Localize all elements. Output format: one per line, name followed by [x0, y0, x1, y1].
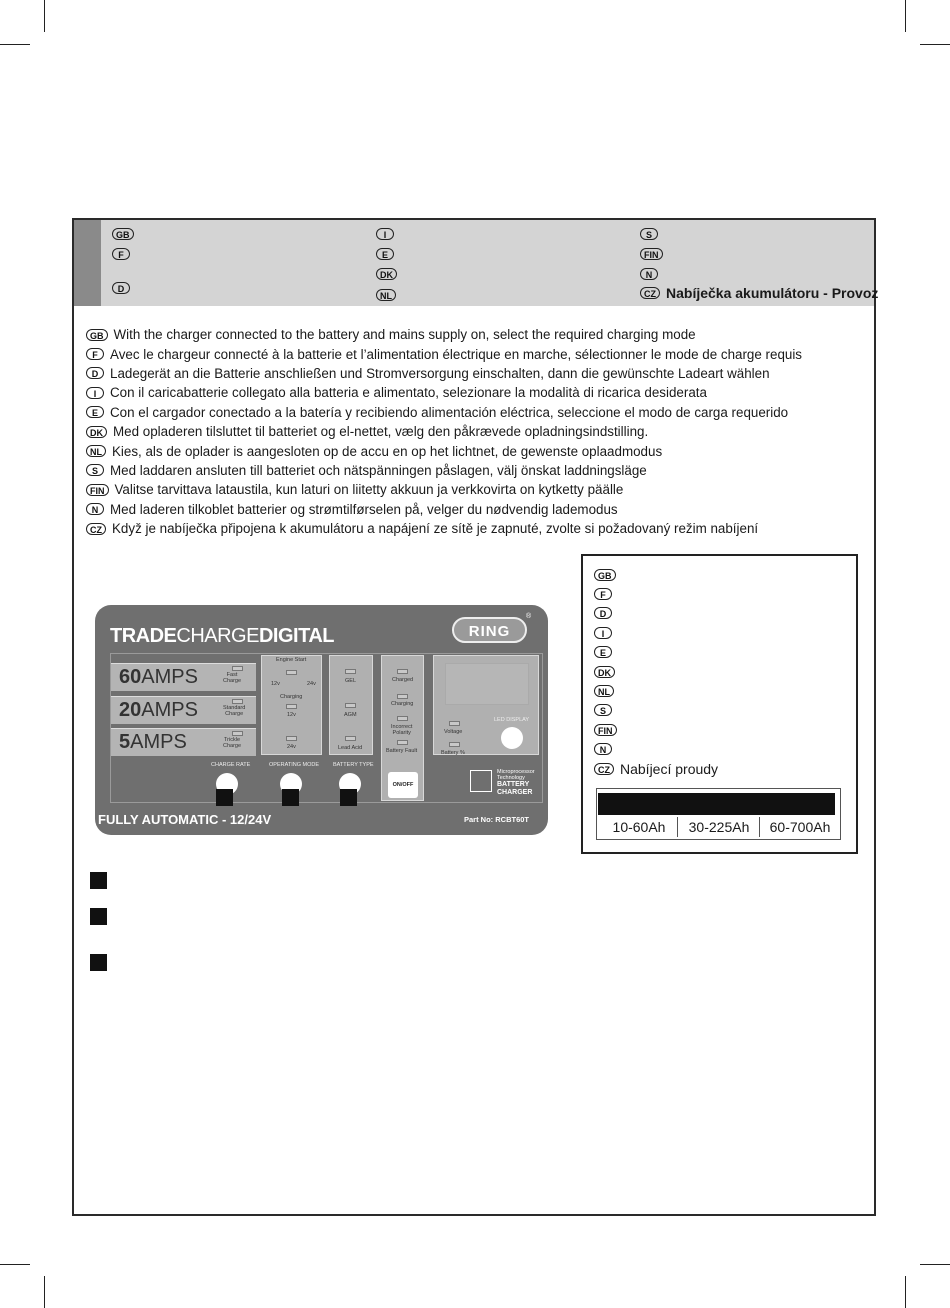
- lang-row: N: [594, 740, 718, 759]
- cz-currents-label: Nabíjecí proudy: [620, 760, 719, 777]
- callout-square: [216, 789, 233, 806]
- operating-mode-label: OPERATING MODE: [269, 762, 320, 768]
- rate-5: 5AMPS Trickle Charge: [111, 728, 256, 756]
- lang-row: GB: [594, 565, 718, 584]
- table-divider: [677, 817, 678, 837]
- led: [286, 704, 297, 709]
- header-code: N: [640, 265, 658, 281]
- instruction-line: FIN Valitse tarvittava lataustila, kun laturi on liitetty akkuun ja verkkovirta on kytketty päälle: [86, 480, 802, 499]
- table-cell: 10-60Ah: [612, 819, 666, 835]
- legend-square: [90, 872, 107, 889]
- crop-mark: [0, 44, 30, 45]
- led: [397, 740, 408, 745]
- lang-row: S: [594, 701, 718, 720]
- header-code: GB: [112, 225, 134, 241]
- instruction-line: NL Kies, als de oplader is aangesloten op de accu en op het lichtnet, de gewenste oplaadmodus: [86, 441, 802, 460]
- lang-row: CZ Nabíjecí proudy: [594, 759, 718, 778]
- led: [345, 736, 356, 741]
- charging-status-label: Charging: [391, 701, 414, 707]
- instruction-list: [86, 325, 802, 538]
- led: [232, 666, 243, 671]
- led: [232, 699, 243, 704]
- header-code: S: [640, 225, 658, 241]
- led: [345, 669, 356, 674]
- header-code: D: [112, 279, 130, 295]
- lang-row: DK: [594, 662, 718, 681]
- crop-mark: [0, 1264, 30, 1265]
- cz-title: Nabíječka akumulátoru - Provoz: [666, 285, 879, 301]
- charge-rate-label: CHARGE RATE: [211, 762, 251, 768]
- led: [232, 731, 243, 736]
- v12-label: 12v: [287, 712, 296, 718]
- lang-row: E: [594, 643, 718, 662]
- legend-square: [90, 908, 107, 925]
- crop-mark: [920, 44, 950, 45]
- lang-row: D: [594, 604, 718, 623]
- rate-60: 60AMPS Fast Charge: [111, 663, 256, 691]
- table-header-bar: [598, 793, 835, 815]
- callout-square: [282, 789, 299, 806]
- lang-row: F: [594, 584, 718, 603]
- brand-title: TRADECHARGEDIGITAL: [110, 625, 334, 647]
- charger-front-panel: [95, 605, 548, 835]
- header-code: I: [376, 225, 394, 241]
- led: [397, 716, 408, 721]
- crop-mark: [905, 0, 906, 32]
- instruction-line: I Con il caricabatterie collegato alla batteria e alimentato, selezionare la modalità di ricarica desiderata: [86, 383, 802, 402]
- lcd-display: [445, 663, 529, 705]
- microprocessor-text: Microprocessor Technology BATTERY CHARGER: [497, 769, 535, 796]
- v12-label: 12v: [271, 681, 280, 687]
- lang-row: FIN: [594, 720, 718, 739]
- led: [345, 703, 356, 708]
- on-off-button[interactable]: ON/OFF: [388, 772, 418, 798]
- led: [397, 694, 408, 699]
- battery-percent-label: Battery %: [441, 750, 465, 756]
- rate-20: 20AMPS Standard Charge: [111, 696, 256, 724]
- header-side-strip: [74, 220, 101, 306]
- lang-row: I: [594, 623, 718, 642]
- voltage-label: Voltage: [444, 729, 463, 735]
- instruction-line: S Med laddaren ansluten till batteriet och nätspänningen påslagen, välj önskat laddningsläge: [86, 461, 802, 480]
- header-code: E: [376, 245, 394, 261]
- charged-label: Charged: [392, 677, 414, 683]
- callout-square: [340, 789, 357, 806]
- crop-mark: [920, 1264, 950, 1265]
- lead-acid-label: Lead Acid: [338, 745, 363, 751]
- instruction-line: N Med laderen tilkoblet batterier og strømtilførselen på, velger du nødvendig lademodus: [86, 500, 802, 519]
- table-divider: [759, 817, 760, 837]
- header-code: NL: [376, 286, 396, 302]
- microprocessor-icon: [470, 770, 492, 792]
- capacity-table: [596, 788, 841, 840]
- led-display-knob[interactable]: [501, 727, 523, 749]
- table-cell: 60-700Ah: [769, 819, 831, 835]
- agm-label: AGM: [344, 712, 357, 718]
- charging-label: Charging: [280, 694, 303, 700]
- crop-mark: [44, 0, 45, 32]
- led: [286, 736, 297, 741]
- instruction-line: D Ladegerät an die Batterie anschließen und Stromversorgung einschalten, dann die gewünschte Ladeart wählen: [86, 364, 802, 383]
- registered-mark: ®: [526, 613, 532, 620]
- instruction-line: DK Med opladeren tilsluttet til batteriet og el-nettet, vælg den påkrævede opladningsindstilling.: [86, 422, 802, 441]
- header-code: F: [112, 245, 130, 261]
- led: [397, 669, 408, 674]
- instruction-line: F Avec le chargeur connecté à la batterie et l’alimentation électrique en marche, sélectionner le mode de charge requis: [86, 344, 802, 363]
- part-number: Part No: RCBT60T: [464, 815, 530, 824]
- v24-label: 24v: [287, 744, 296, 750]
- crop-mark: [44, 1276, 45, 1308]
- crop-mark: [905, 1276, 906, 1308]
- led: [286, 670, 297, 675]
- ring-logo: RING: [452, 617, 527, 643]
- instruction-line: E Con el cargador conectado a la batería y recibiendo alimentación eléctrica, seleccione el modo de carga requerido: [86, 403, 802, 422]
- battery-fault-label: Battery Fault: [386, 748, 418, 754]
- engine-start-label: Engine Start: [276, 657, 307, 663]
- legend-square: [90, 954, 107, 971]
- led: [449, 721, 460, 726]
- led-display-label: LED DISPLAY: [494, 717, 530, 723]
- header-code: FIN: [640, 245, 663, 261]
- instruction-line: CZ Když je nabíječka připojena k akumulátoru a napájení ze sítě je zapnuté, zvolte si požadovaný režim nabíjení: [86, 519, 802, 538]
- led: [449, 742, 460, 747]
- instruction-line: GB With the charger connected to the battery and mains supply on, select the required charging mode: [86, 325, 802, 344]
- fully-automatic-label: FULLY AUTOMATIC - 12/24V: [98, 812, 272, 827]
- gel-label: GEL: [345, 678, 357, 684]
- v24-label: 24v: [307, 681, 316, 687]
- incorrect-polarity-label: Incorrect Polarity: [391, 724, 413, 736]
- charging-currents-list: [594, 565, 718, 778]
- table-cell: 30-225Ah: [688, 819, 750, 835]
- lang-row: NL: [594, 681, 718, 700]
- battery-type-label: BATTERY TYPE: [333, 762, 374, 768]
- header-cz-title: CZ Nabíječka akumulátoru - Provoz: [640, 285, 878, 301]
- header-code: DK: [376, 265, 397, 281]
